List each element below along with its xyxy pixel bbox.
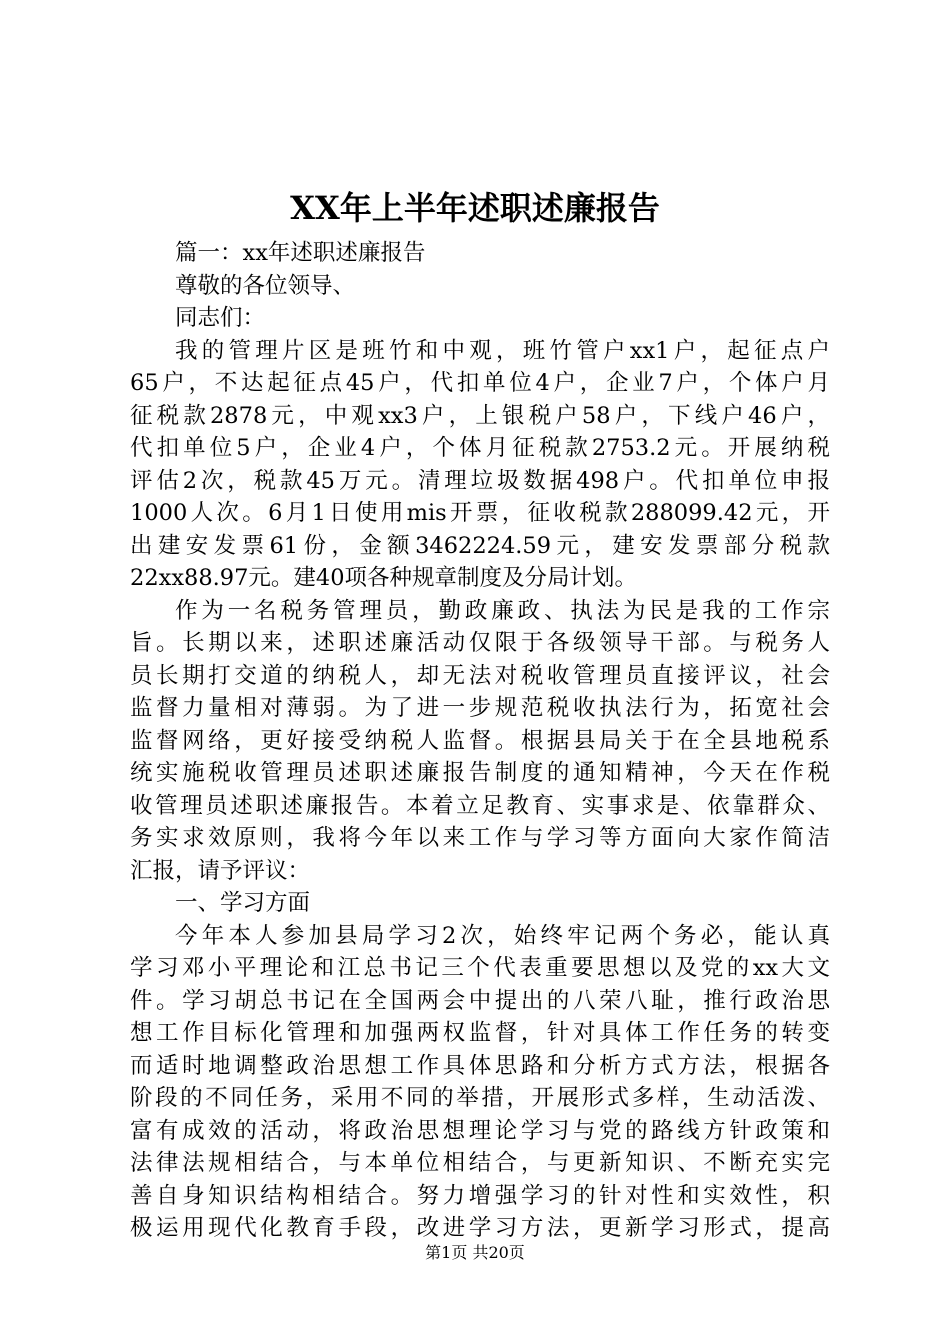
paragraph-line: 监督网络，更好接受纳税人监督。根据县局关于在全县地税系 <box>130 727 830 754</box>
paragraph-line: 22xx88.97元。建40项各种规章制度及分局计划。 <box>130 565 638 591</box>
paragraph-line: 学习邓小平理论和江总书记三个代表重要思想以及党的xx大文 <box>130 955 830 981</box>
paragraph-line: 统实施税收管理员述职述廉报告制度的通知精神，今天在作税 <box>130 760 830 786</box>
paragraph-line: 件。学习胡总书记在全国两会中提出的八荣八耻，推行政治思 <box>130 987 830 1014</box>
document-body <box>130 237 830 1245</box>
section-heading: 一、学习方面 <box>175 890 311 916</box>
paragraph-line: 而适时地调整政治思想工作具体思路和分析方式方法，根据各 <box>130 1052 830 1079</box>
section-heading: 篇一：xx年述职述廉报告 <box>175 240 426 266</box>
paragraph-line: 作为一名税务管理员，勤政廉政、执法为民是我的工作宗 <box>175 597 830 624</box>
paragraph-line: 监督力量相对薄弱。为了进一步规范税收执法行为，拓宽社会 <box>130 695 830 721</box>
paragraph-line: 评估2次，税款45万元。清理垃圾数据498户。代扣单位申报 <box>130 467 830 494</box>
paragraph-line: 我的管理片区是班竹和中观，班竹管户xx1户，起征点户 <box>175 337 830 364</box>
salutation-line: 同志们： <box>175 305 266 331</box>
paragraph-line: 富有成效的活动，将政治思想理论学习与党的路线方针政策和 <box>130 1117 830 1144</box>
paragraph-line: 收管理员述职述廉报告。本着立足教育、实事求是、依靠群众、 <box>130 792 830 819</box>
paragraph-line: 极运用现代化教育手段，改进学习方法，更新学习形式，提高 <box>130 1215 830 1241</box>
salutation-line: 尊敬的各位领导、 <box>175 272 356 299</box>
paragraph-line: 善自身知识结构相结合。努力增强学习的针对性和实效性，积 <box>130 1182 830 1209</box>
paragraph-line: 务实求效原则，我将今年以来工作与学习等方面向大家作简洁 <box>130 825 830 851</box>
page-number-footer: 第1页 共20页 <box>425 1243 525 1262</box>
paragraph-line: 阶段的不同任务，采用不同的举措，开展形式多样，生动活泼、 <box>130 1085 830 1111</box>
paragraph-line: 法律法规相结合，与本单位相结合，与更新知识、不断充实完 <box>130 1150 830 1176</box>
document-title: XX年上半年述职述廉报告 <box>290 189 660 227</box>
paragraph-line: 征税款2878元，中观xx3户，上银税户58户，下线户46户， <box>130 402 830 429</box>
paragraph-line: 65户，不达起征点45户，代扣单位4户，企业7户，个体户月 <box>130 370 830 396</box>
paragraph-line: 今年本人参加县局学习2次，始终牢记两个务必，能认真 <box>175 922 830 949</box>
paragraph-line: 旨。长期以来，述职述廉活动仅限于各级领导干部。与税务人 <box>130 630 830 656</box>
paragraph-line: 代扣单位5户，企业4户，个体月征税款2753.2元。开展纳税 <box>130 435 830 461</box>
paragraph-line: 员长期打交道的纳税人，却无法对税收管理员直接评议，社会 <box>130 662 830 689</box>
paragraph-line: 汇报，请予评议： <box>130 857 311 884</box>
paragraph-line: 想工作目标化管理和加强两权监督，针对具体工作任务的转变 <box>130 1020 830 1046</box>
paragraph-line: 出建安发票61份，金额3462224.59元，建安发票部分税款 <box>130 532 830 559</box>
paragraph-line: 1000人次。6月1日使用mis开票，征收税款288099.42元，开 <box>130 500 830 526</box>
